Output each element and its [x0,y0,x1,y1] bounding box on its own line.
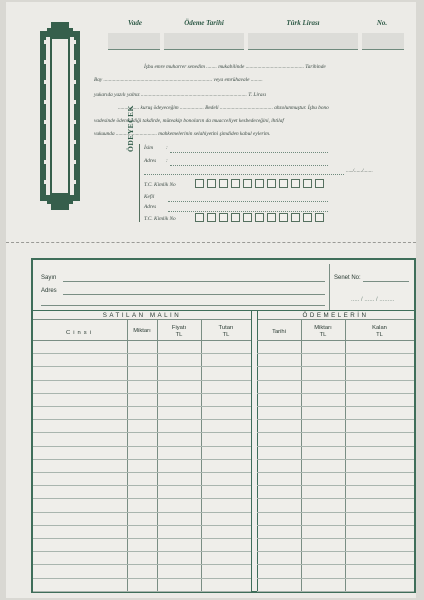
tc-digit-box[interactable] [243,213,252,222]
odeyecek-divider [139,144,140,222]
table-row [257,564,414,565]
table-row [33,406,251,407]
table-row [257,472,414,473]
column-divider [127,320,128,591]
tc-kimlik-label: T.C. Kimlik No [144,182,176,188]
table-row [257,419,414,420]
form-page [6,2,416,598]
table-row [257,578,414,579]
kefil-field[interactable] [168,201,328,202]
table-row [33,366,251,367]
tc-digit-box[interactable] [219,179,228,188]
column-divider [301,320,302,591]
column-divider [251,310,252,591]
table-row [33,538,251,539]
tc-digit-box[interactable] [267,179,276,188]
table-row [257,538,414,539]
table-row [33,393,251,394]
tc-digit-box[interactable] [243,179,252,188]
adres-field[interactable] [63,294,325,295]
column-divider [157,320,158,591]
senet-no-field[interactable] [363,281,409,282]
promissory-note: Vade Ödeme Tarihi Türk Lirası No. İşbu emre muharrer senedim ........ mukabilinde ............................................ Tarihinde Bay .................................................................................. veya emrühavale ......... yukarıda yazılı yalnız ................................................................................ T. Lirası ................ kuruş ödeyeceğim .................. Bedeli ........................................ ahzolunmuştur. İşbu bono vadesinde ödenmediği takdirde, müteakip bonoların da muacceliyet kesbedeceğini, ihtilaf vukuunda ............................... mahkemelerinin selahiyetini şimdiden kabul eylerim. ÖDEYECEK İsim : Adres : ...../....../....... T.C. Kimlik No Kefil Adres T.C. Kimlik No [18,4,418,242]
adres-label: Adres [41,288,57,294]
tc-digit-box[interactable] [255,213,264,222]
body-line-4: ................ kuruş ödeyeceğim .................. Bedeli ........................................ ahzolunmuştur. İşbu bono [118,105,329,111]
body-line-1: İşbu emre muharrer senedim ........ mukabilinde ............................................ Tarihinde [144,64,326,70]
table-row [257,459,414,460]
odemelerin-title: ÖDEMELERİN [302,312,369,319]
tc-digit-box[interactable] [291,213,300,222]
table-row [257,446,414,447]
kefil-label: Kefil [144,194,155,200]
tc-digit-box[interactable] [195,179,204,188]
adres-field-2[interactable] [144,174,344,175]
header-vade: Vade [128,19,142,27]
odeme-tarihi-field[interactable] [164,33,244,50]
table-row [257,591,414,592]
satilan-malin-title: SATILAN MALIN [102,312,182,319]
col-cinsi: Cinsi [66,330,94,336]
adres-field-2[interactable] [41,305,325,306]
table-row [33,446,251,447]
vade-field[interactable] [108,33,160,50]
table-row [257,353,414,354]
table-row [33,591,251,592]
col-tutari: Tutarı TL [218,325,234,338]
table-row [257,432,414,433]
sayin-field[interactable] [63,281,325,282]
tc-digit-box[interactable] [255,179,264,188]
table-row [33,340,251,341]
isim-field[interactable] [170,152,328,153]
perforation-line [6,242,416,243]
isim-label: İsim [144,145,154,151]
tc-digit-box[interactable] [219,213,228,222]
table-row [33,551,251,552]
table-row [33,498,251,499]
table-row [257,551,414,552]
table-row [257,406,414,407]
body-line-2: Bay .................................................................................. veya emrühavale ......... [94,77,263,83]
tc-digit-box[interactable] [279,179,288,188]
table-row [257,340,414,341]
table-row [257,380,414,381]
decorative-border-icon [40,16,80,216]
header-turk-lirasi: Türk Lirası [286,19,320,27]
table-row [33,432,251,433]
adres-field[interactable] [170,165,328,166]
col-miktari-tl: Miktarı TL [314,325,332,338]
table-row [257,393,414,394]
date-placeholder: ...../....../....... [346,168,373,174]
body-line-3: yukarıda yazılı yalnız ................................................................................ T. Lirası [94,92,267,98]
odeyecek-label: ÖDEYECEK [126,105,135,152]
table-row [33,512,251,513]
col-miktari: Miktarı [133,328,151,334]
table-row [33,419,251,420]
table-row [33,472,251,473]
kefil-adres-label: Adres [144,204,157,210]
tc-digit-box[interactable] [207,213,216,222]
table-row [33,525,251,526]
table-row [33,459,251,460]
table-row [257,525,414,526]
tc-digit-box[interactable] [303,213,312,222]
tc-digit-box[interactable] [291,179,300,188]
body-line-6: vukuunda ............................... mahkemelerinin selahiyetini şimdiden kabul eylerim. [94,131,271,137]
tc-digit-box[interactable] [231,213,240,222]
table-row [33,353,251,354]
tc-digit-box[interactable] [267,213,276,222]
column-divider [257,310,258,591]
kefil-adres-field[interactable] [168,211,328,212]
sales-form [31,258,416,593]
tc-digit-box[interactable] [195,213,204,222]
table-row [33,485,251,486]
tc-digit-box[interactable] [315,213,324,222]
tc-digit-box[interactable] [231,179,240,188]
table-row [257,512,414,513]
sayin-label: Sayın [41,275,57,281]
body-line-5: vadesinde ödenmediği takdirde, müteakip bonoların da muacceliyet kesbedeceğini, ihtilaf [94,118,284,124]
senet-no-label: Senet No: [334,275,361,281]
table-row [257,366,414,367]
header-no: No. [376,19,388,27]
col-tarihi: Tarihi [272,329,286,335]
tc-digit-box[interactable] [279,213,288,222]
col-fiyati: Fiyatı TL [171,325,187,338]
tc-kimlik-label-2: T.C. Kimlik No [144,216,176,222]
adres-label: Adres [144,158,157,164]
table-row [33,380,251,381]
column-divider [345,320,346,591]
turk-lirasi-field[interactable] [248,33,358,50]
table-row [257,485,414,486]
table-row [257,498,414,499]
column-divider [201,320,202,591]
tc-digit-box[interactable] [315,179,324,188]
no-field[interactable] [362,33,404,50]
col-kalan: Kalan TL [372,325,387,338]
tc-digit-box[interactable] [207,179,216,188]
form-date-placeholder: ..... / ...... / ......... [351,297,395,303]
table-row [33,578,251,579]
header-odeme-tarihi: Ödeme Tarihi [184,19,224,27]
tc-digit-box[interactable] [303,179,312,188]
table-row [33,564,251,565]
